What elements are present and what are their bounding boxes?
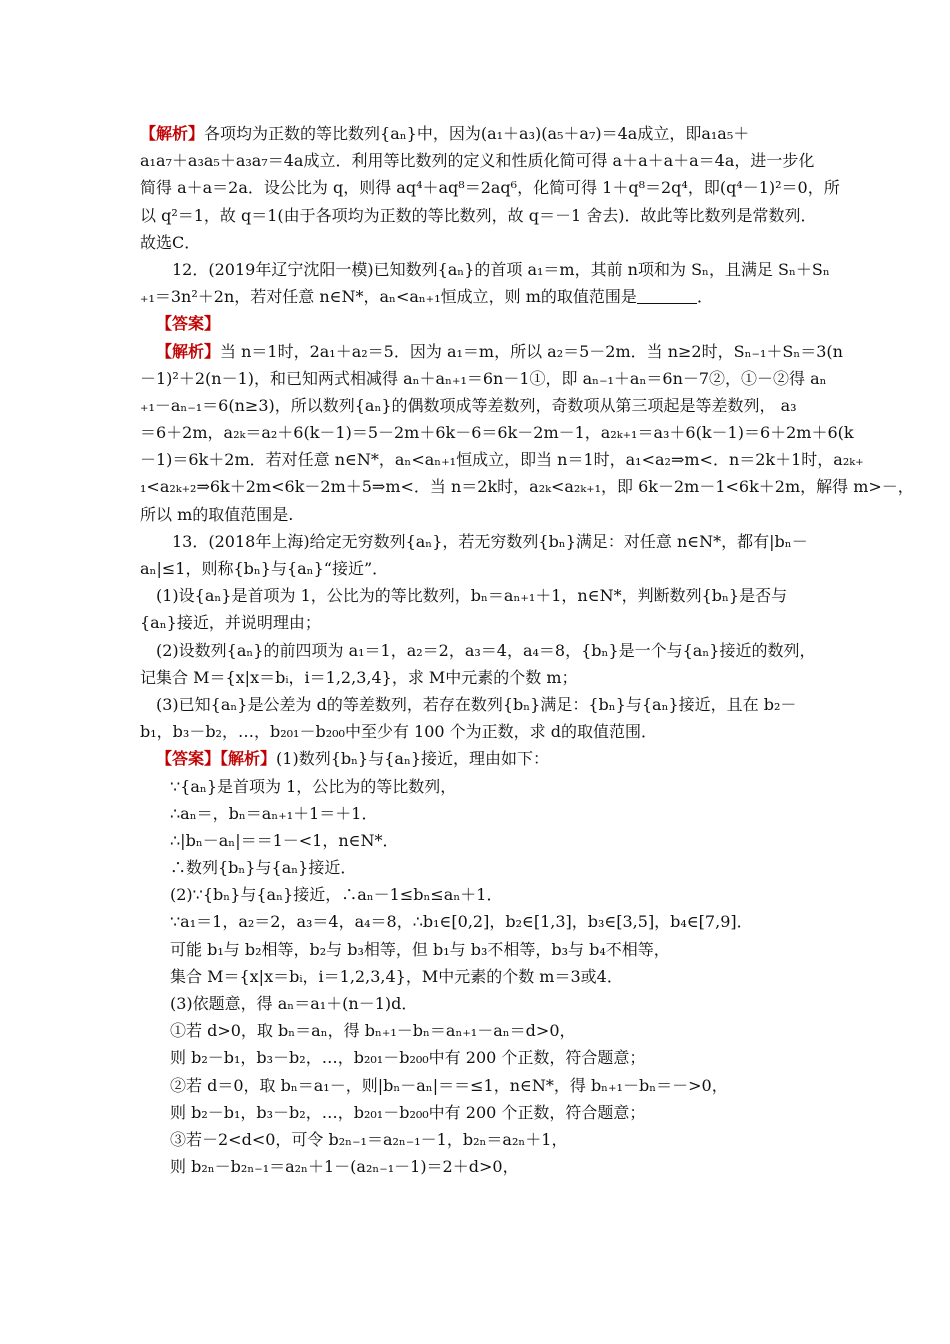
q13-stem-line: aₙ|≤1，则称{bₙ}与{aₙ}“接近”． (140, 559, 389, 578)
analysis-tag: 【解析】 (156, 341, 221, 361)
q12-analysis-line: ₁<a₂ₖ₊₂⇒6k＋2m<6k－2m＋5⇒m<．当 n＝2k时，a₂ₖ<a₂ₖ₊₁，即 6k－2m－1<6k＋2m，解得 m>－， (140, 477, 914, 497)
answer-blank (637, 287, 697, 304)
q13-solution-line: ∴数列{bₙ}与{aₙ}接近． (170, 858, 357, 878)
q12-analysis-line: －1)²＋2(n－1)，和已知两式相减得 aₙ＋aₙ₊₁＝6n－1①，即 aₙ₋₁＋aₙ＝6n－7②，①－②得 aₙ (140, 368, 827, 388)
q12-analysis-line: ₊₁－aₙ₋₁＝6(n≥3)，所以数列{aₙ}的偶数项成等差数列，奇数项从第三项起是等差数列， a₃ (140, 395, 797, 415)
q11-analysis-line: 以 q²＝1，故 q＝1(由于各项均为正数的等比数列，故 q＝－1 舍去)．故此等比数列是常数列． (140, 205, 817, 225)
q12-analysis-line: －1)＝6k＋2m．若对任意 n∈N*，aₙ<aₙ₊₁恒成立，即当 n＝1时，a₁<a₂⇒m<．n＝2k＋1时，a₂ₖ₊ (140, 450, 864, 470)
q12-analysis-line: ＝6＋2m，a₂ₖ＝a₂＋6(k－1)＝5－2m＋6k－6＝6k－2m－1，a₂ₖ₊₁＝a₃＋6(k－1)＝6＋2m＋6(k (140, 423, 854, 443)
q13-solution-line: 集合 M＝{x|x＝bᵢ，i＝1,2,3,4}，M中元素的个数 m＝3或4． (170, 966, 623, 986)
q13-part-line: b₁，b₃－b₂，…，b₂₀₁－b₂₀₀中至少有 100 个为正数，求 d的取值范围． (140, 722, 657, 742)
q13-solution-line: 可能 b₁与 b₂相等，b₂与 b₃相等，但 b₁与 b₃不相等，b₃与 b₄不相等， (170, 939, 670, 959)
q12-analysis-line (140, 338, 843, 365)
analysis-text: 当 n＝1时，2a₁＋a₂＝5．因为 a₁＝m，所以 a₂＝5－2m．当 n≥2时，Sₙ₋₁＋Sₙ＝3(n (220, 341, 843, 361)
analysis-text: 各项均为正数的等比数列{aₙ}中，因为(a₁＋a₃)(a₅＋a₇)＝4a成立，即a₁a₅＋ (204, 124, 750, 143)
q11-analysis-line: 故选C． (140, 232, 201, 252)
document-page (140, 120, 914, 1180)
q13-solution-line: ∵a₁＝1，a₂＝2，a₃＝4，a₄＝8，∴b₁∈[0,2]，b₂∈[1,3]，b₃∈[3,5]，b₄∈[7,9]． (170, 912, 753, 932)
answer-tag: 【答案】 (156, 749, 221, 769)
q13-solution-line: ①若 d>0，取 bₙ＝aₙ，得 bₙ₊₁－bₙ＝aₙ₊₁－aₙ＝d>0， (170, 1021, 576, 1041)
q13-part-line: {aₙ}接近，并说明理由； (140, 613, 321, 633)
q13-solution-line: ②若 d＝0，取 bₙ＝a₁－，则|bₙ－aₙ|＝＝≤1，n∈N*，得 bₙ₊₁－bₙ＝－>0， (170, 1075, 728, 1095)
analysis-tag: 【解析】 (220, 749, 277, 769)
q13-part-line: (2)设数列{aₙ}的前四项为 a₁＝1，a₂＝2，a₃＝4，a₄＝8，{bₙ}是一个与{aₙ}接近的数列， (156, 640, 816, 660)
q13-stem-line: 13．(2018年上海)给定无穷数列{aₙ}，若无穷数列{bₙ}满足：对任意 n∈N*，都有|bₙ－ (172, 531, 808, 551)
q13-solution-line: ∴|bₙ－aₙ|＝＝1－<1，n∈N*． (170, 830, 399, 850)
q13-solution-line: 则 b₂ₙ－b₂ₙ₋₁＝a₂ₙ＋1－(a₂ₙ₋₁－1)＝2＋d>0， (170, 1157, 519, 1177)
q13-answer-line (140, 745, 820, 772)
analysis-tag: 【解析】 (140, 124, 205, 143)
q11-analysis-line (140, 120, 820, 147)
q13-solution-line: ③若－2<d<0，可令 b₂ₙ₋₁＝a₂ₙ₋₁－1，b₂ₙ＝a₂ₙ＋1， (170, 1129, 568, 1149)
q13-solution-line: (2)∵{bₙ}与{aₙ}接近，∴aₙ－1≤bₙ≤aₙ＋1． (170, 885, 503, 905)
q12-answer-line (140, 310, 820, 337)
q12-stem-line: 12．(2019年辽宁沈阳一模)已知数列{aₙ}的首项 a₁＝m，其前 n项和为 Sₙ，且满足 Sₙ＋Sₙ (172, 259, 830, 279)
q13-solution-line: ∴aₙ＝，bₙ＝aₙ₊₁＋1＝＋1． (170, 803, 378, 823)
answer-text: (1)数列{bₙ}与{aₙ}接近，理由如下： (276, 749, 550, 769)
q12-stem-line (140, 283, 820, 310)
q13-solution-line: 则 b₂－b₁，b₃－b₂，…，b₂₀₁－b₂₀₀中有 200 个正数，符合题意； (170, 1102, 646, 1122)
q11-analysis-line: 简得 a＋a＝2a．设公比为 q，则得 aq⁴＋aq⁸＝2aq⁶，化简可得 1＋q⁸＝2q⁴，即(q⁴－1)²＝0，所 (140, 178, 840, 198)
q12-analysis-line: 所以 m的取值范围是. (140, 504, 294, 524)
q13-solution-line: ∵{aₙ}是首项为 1，公比为的等比数列， (170, 776, 457, 796)
q13-solution-line: (3)依题意，得 aₙ＝a₁＋(n－1)d． (170, 994, 418, 1013)
answer-tag: 【答案】 (156, 314, 221, 334)
q13-part-line: (3)已知{aₙ}是公差为 d的等差数列，若存在数列{bₙ}满足：{bₙ}与{aₙ}接近，且在 b₂－ (156, 694, 797, 714)
q13-part-line: (1)设{aₙ}是首项为 1，公比为的等比数列，bₙ＝aₙ₊₁＋1，n∈N*，判断数列{bₙ}是否与 (156, 586, 788, 606)
q12-stem-end: ． (696, 287, 713, 307)
q12-stem-text: ₊₁＝3n²＋2n，若对任意 n∈N*，aₙ<aₙ₊₁恒成立，则 m的取值范围是 (140, 287, 637, 307)
q13-part-line: 记集合 M＝{x|x＝bᵢ，i＝1,2,3,4}，求 M中元素的个数 m； (140, 667, 578, 687)
q11-analysis-line: a₁a₇＋a₃a₅＋a₃a₇＝4a成立．利用等比数列的定义和性质化简可得 a＋a＋a＋a＝4a，进一步化 (140, 151, 815, 171)
q13-solution-line: 则 b₂－b₁，b₃－b₂，…，b₂₀₁－b₂₀₀中有 200 个正数，符合题意； (170, 1048, 646, 1068)
